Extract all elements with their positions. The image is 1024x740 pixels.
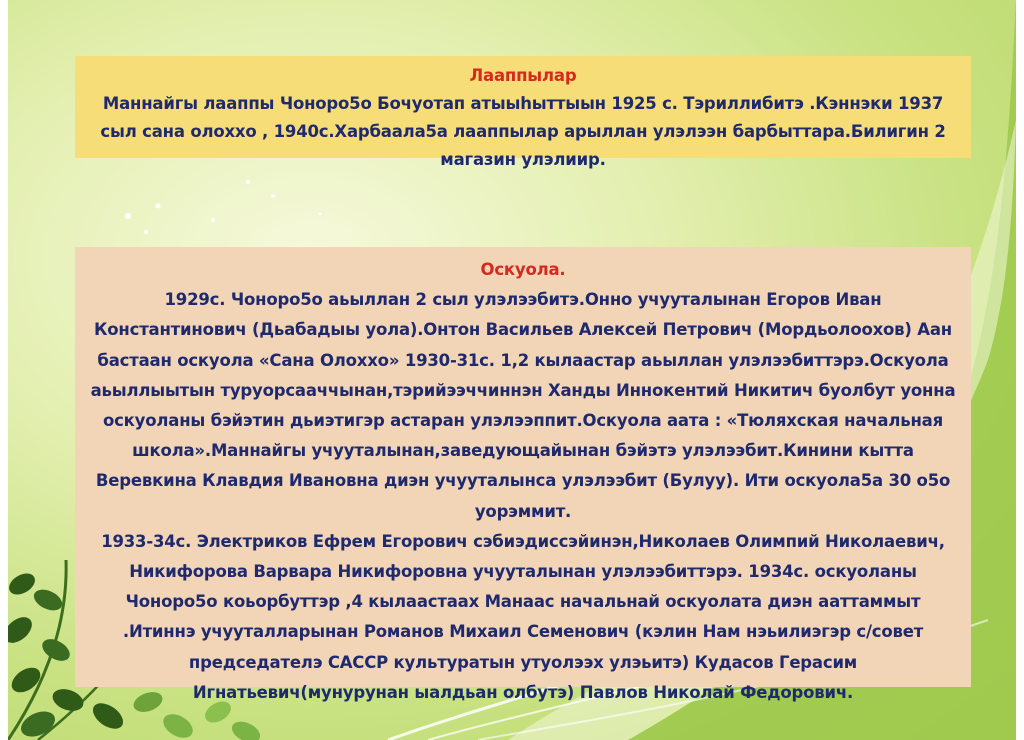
laappylar-box [75,56,971,169]
oskuola-paragraph-1: 1929с. Чоноро5о аьыллан 2 сыл улэлээбитэ.Онно учууталынан Егоров Иван Константинович (Дьабадыы уола).Онтон Васильев Алексей Петрович (Мордьолоохов) Аан бастаан оскуола «Сана Олохxо» 1930-31с. 1,2 кылаастар аьыллан улэлээбиттэрэ.Оскуола аьыллыытын туруорсааччынан,тэрийээччиннэн Ханды Иннокентий Никитич буолбут уонна оскуоланы бэйэтин дьиэтигэр астаран улэлээппит.Оскуола аата : «Тюляхская начальная школа».Маннайгы учууталынан,заведующайынан бэйэтэ улэлээбит.Кинини кытта Веревкина Клавдия Ивановна диэн учууталынса улэлээбит (Булуу). Ити оскуола5а 30 о5о уорэммит. [90,290,956,521]
sparkle [211,218,215,222]
oskuola-box [75,247,971,702]
leaf [17,706,59,740]
leaf [50,685,87,715]
sparkle [318,212,321,215]
sparkle [246,180,250,184]
sparkle [156,204,161,209]
slide [8,0,1016,740]
leaf [159,709,197,740]
leaf [229,718,264,740]
laappylar-title: Лааппылар [469,66,577,85]
sparkle [271,194,275,198]
sparkle [144,230,148,234]
sparkle [125,213,131,219]
oskuola-title: Оскуола. [480,260,566,279]
leaf [8,612,37,648]
leaf [31,586,66,615]
leaf [8,569,39,599]
oskuola-paragraph-2: 1933-34с. Электриков Ефрем Егорович сэбиэдиссэйинэн,Николаев Олимпий Николаевич, Никифорова Варвара Никифоровна учууталынан улэлээбиттэрэ. 1934с. оскуоланы Чоноро5о коьорбуттэр ,4 кылаастаах Манаас начальнай оскуолата диэн ааттаммыт .Итиннэ учууталларынан Романов Михаил Семенович (кэлин Нам нэьилиэгэр с/совет председателэ САССР культуратын утуолээх улэьитэ) Кудасов Герасим Игнатьевич(мунурунан ыалдьан олбутэ) Павлов Николай Федорович. [101,531,945,702]
laappylar-text: Маннайгы лааппы Чоноро5о Бочуотап атыыһыттыын 1925 с. Тэриллибитэ .Кэннэки 1937 сыл сана олохxо , 1940с.Харбаала5а лааппылар арыллан улэлээн барбыттара.Билигин 2 магазин улэлиир. [100,94,946,169]
leaf [8,663,45,698]
